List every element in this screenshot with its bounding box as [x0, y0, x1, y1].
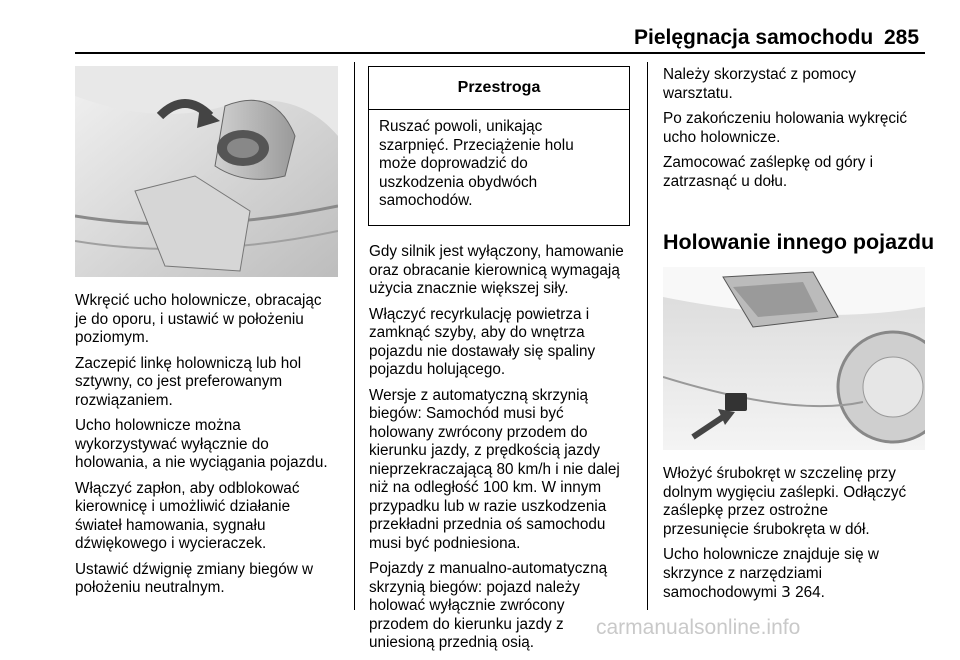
section-heading: Holowanie innego pojazdu: [663, 230, 935, 254]
page-header-title: Pielęgnacja samochodu: [634, 26, 874, 49]
paragraph: Włączyć recyrkulację powietrza i zamknąć szyby, aby do wnętrza pojazdu nie dostawały się spaliny pojazdu holującego.: [369, 305, 596, 378]
paragraph: Należy skorzystać z pomocy warsztatu.: [663, 66, 856, 102]
paragraph: Ucho holownicze można wykorzystywać wyłącznie do holowania, a nie wyciągania pojazdu.: [75, 417, 328, 471]
rear-tow-cover-illustration: [663, 267, 925, 450]
page-reference-arrow-icon: 3: [781, 583, 791, 601]
paragraph: Zaczepić linkę holowniczą lub hol sztywny, co jest preferowanym rozwiązaniem.: [75, 354, 302, 409]
paragraph: Gdy silnik jest wyłączony, hamowanie oraz obracanie kierownicą wymagają użycia znacznie większej siły.: [369, 243, 624, 297]
paragraph: Pojazdy z manualno-automatyczną skrzynią biegów: pojazd należy holować wyłącznie zwrócony przodem do kierunku jazdy z uniesioną przednią osią.: [369, 560, 608, 651]
paragraph: Po zakończeniu holowania wykręcić ucho holownicze.: [663, 110, 908, 146]
header-rule: [75, 52, 925, 54]
paragraph-text: Ucho holownicze znajduje się w skrzynce z narzędziami samochodowymi: [663, 546, 879, 601]
footer-watermark: carmanualsonline.info: [596, 616, 801, 639]
paragraph: Wersje z automatyczną skrzynią biegów: Samochód musi być holowany zwrócony przodem do kierunku jazdy, z prędkością jazdy nieprzekraczającą 80 km/h i nie dalej niż na odległość 100 km. W innym przypadku lub w razie uszkodzenia przekładni przednia oś samochodu musi być podniesiona.: [369, 386, 620, 552]
tow-eye-illustration: [75, 66, 338, 277]
page-reference[interactable]: 264.: [795, 584, 825, 601]
paragraph: Ustawić dźwignię zmiany biegów w położeniu neutralnym.: [75, 560, 314, 596]
paragraph: Włączyć zapłon, aby odblokować kierownicę i umożliwić działanie świateł hamowania, sygnału dźwiękowego i wycieraczek.: [75, 479, 300, 552]
warning-title: Przestroga: [369, 67, 629, 110]
warning-text: Ruszać powoli, unikając szarpnięć. Przeciążenie holu może doprowadzić do uszkodzenia obydwóch samochodów.: [379, 118, 574, 209]
paragraph: [663, 546, 928, 603]
warning-box: [368, 66, 630, 226]
column-divider-1: [354, 62, 355, 610]
paragraph: Zamocować zaślepkę od góry i zatrzasnąć u dołu.: [663, 154, 874, 190]
paragraph: Wkręcić ucho holownicze, obracając je do oporu, i ustawić w położeniu poziomym.: [75, 292, 322, 346]
page-number: 285: [884, 26, 920, 49]
column-divider-2: [647, 62, 648, 610]
paragraph: Włożyć śrubokręt w szczelinę przy dolnym wygięciu zaślepki. Odłączyć zaślepkę przez ostrożne przesunięcie śrubokręta w dół.: [663, 465, 907, 538]
